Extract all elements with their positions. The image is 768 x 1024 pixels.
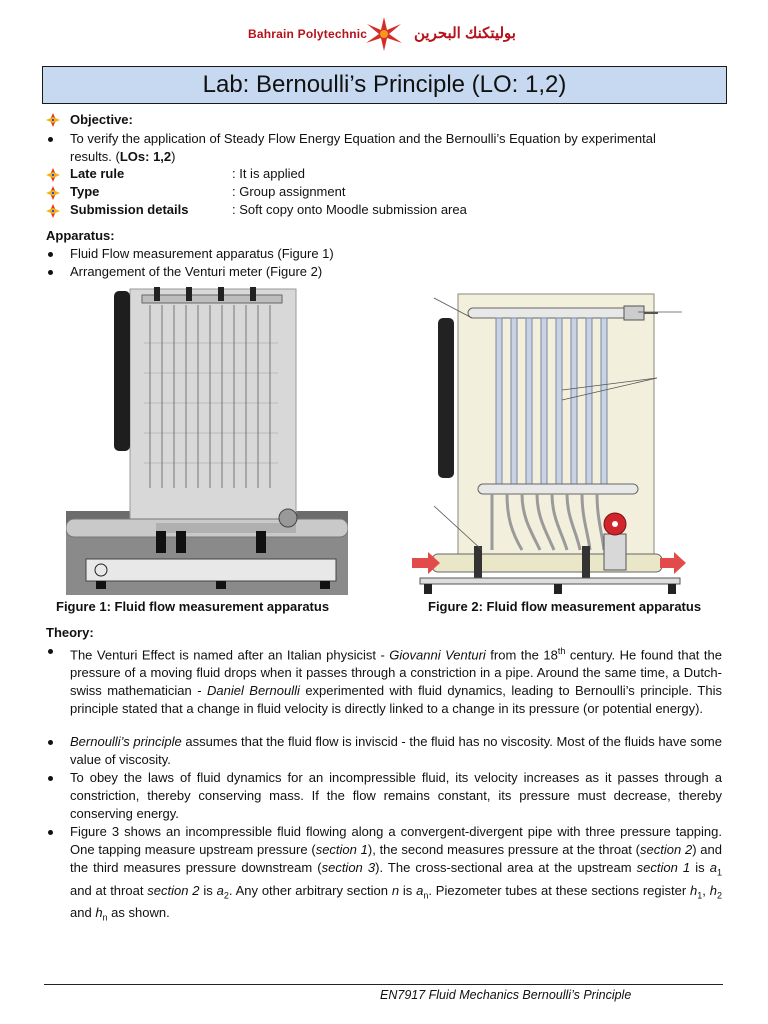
bullet-dot xyxy=(48,649,53,654)
title-banner xyxy=(42,66,727,104)
theory-label: Theory: xyxy=(46,625,94,640)
brand-name-en: Bahrain Polytechnic xyxy=(248,27,368,41)
apparatus-item-2: Arrangement of the Venturi meter (Figure 2) xyxy=(70,264,323,279)
bullet-dot xyxy=(48,270,53,275)
objective-text: To verify the application of Steady Flow Energy Equation and the Bernoulli’s Equation by experimental xyxy=(70,131,656,146)
late-rule-label: Late rule xyxy=(70,166,125,181)
submission-label: Submission details xyxy=(70,202,189,217)
page-header xyxy=(0,14,768,54)
type-label: Type xyxy=(70,184,100,199)
apparatus-label: Apparatus: xyxy=(46,228,115,243)
theory-paragraph-2: Bernoulli’s principle assumes that the fluid flow is inviscid - the fluid has no viscosity. Most of the fluids have some value of viscosity. xyxy=(70,734,722,767)
figure-2-venturi-drawing xyxy=(412,288,688,598)
page-title: Lab: Bernoulli’s Principle (LO: 1,2) xyxy=(202,71,567,98)
figure-1-caption: Figure 1: Fluid flow measurement apparatus xyxy=(56,599,330,614)
bullet-dot xyxy=(48,740,53,745)
theory-paragraph-3: To obey the laws of fluid dynamics for an incompressible fluid, its velocity increases as it passes through a constriction, thereby conserving mass. If the flow remains constant, its pressure must decrease, thereby conserving energy. xyxy=(70,770,722,821)
apparatus-item-1: Fluid Flow measurement apparatus (Figure 1) xyxy=(70,246,334,261)
footer-divider xyxy=(44,984,723,985)
submission-value: : Soft copy onto Moodle submission area xyxy=(232,202,467,217)
theory-paragraph-4: Figure 3 shows an incompressible fluid flowing along a convergent-divergent pipe with three pressure tapping. One tapping measure upstream pressure (section 1), the second measures pressure at the throat (section 2) and the third measures pressure downstream (section 3). The cross-sectional area at the upstream section 1 is $a_1$ and at throat section 2 is $a_2$. Any other arbitrary section n is $a_n$. Piezometer tubes at these sections register $h_1$, $h_2$ and $h_n$ as shown. xyxy=(70,824,722,923)
arrow-bullet-icon xyxy=(46,186,60,200)
theory-paragraph-1: The Venturi Effect is named after an Italian physicist - Giovanni Venturi from the 18th century. He found that the pressure of a moving fluid drops when it passes through a constriction in a pipe. Around the same time, a Dutch-swiss mathematician - Daniel Bernoulli experimented with fluid dynamics, leading to Bernoulli’s principle. This principle stated that a change in fluid velocity is directly linked to a change in its pressure (or potential energy). xyxy=(70,646,722,717)
bahrain-polytechnic-logo-icon xyxy=(362,16,406,52)
figure-1-apparatus-photo xyxy=(66,283,348,595)
type-value: : Group assignment xyxy=(232,184,346,199)
bullet-dot xyxy=(48,776,53,781)
figure-2-caption: Figure 2: Fluid flow measurement apparatus xyxy=(428,599,702,614)
bullet-dot xyxy=(48,252,53,257)
page-footer: EN7917 Fluid Mechanics Bernoulli’s Principle xyxy=(380,988,632,1002)
bullet-dot xyxy=(48,830,53,835)
bullet-dot xyxy=(48,137,53,142)
objective-text-line2: results. (LOs: 1,2) xyxy=(70,149,176,164)
late-rule-value: : It is applied xyxy=(232,166,305,181)
arrow-bullet-icon xyxy=(46,204,60,218)
arrow-bullet-icon xyxy=(46,168,60,182)
arrow-bullet-icon xyxy=(46,113,60,127)
brand-name-ar: بوليتكنك البحرين xyxy=(414,25,516,42)
objective-label: Objective: xyxy=(70,112,133,127)
